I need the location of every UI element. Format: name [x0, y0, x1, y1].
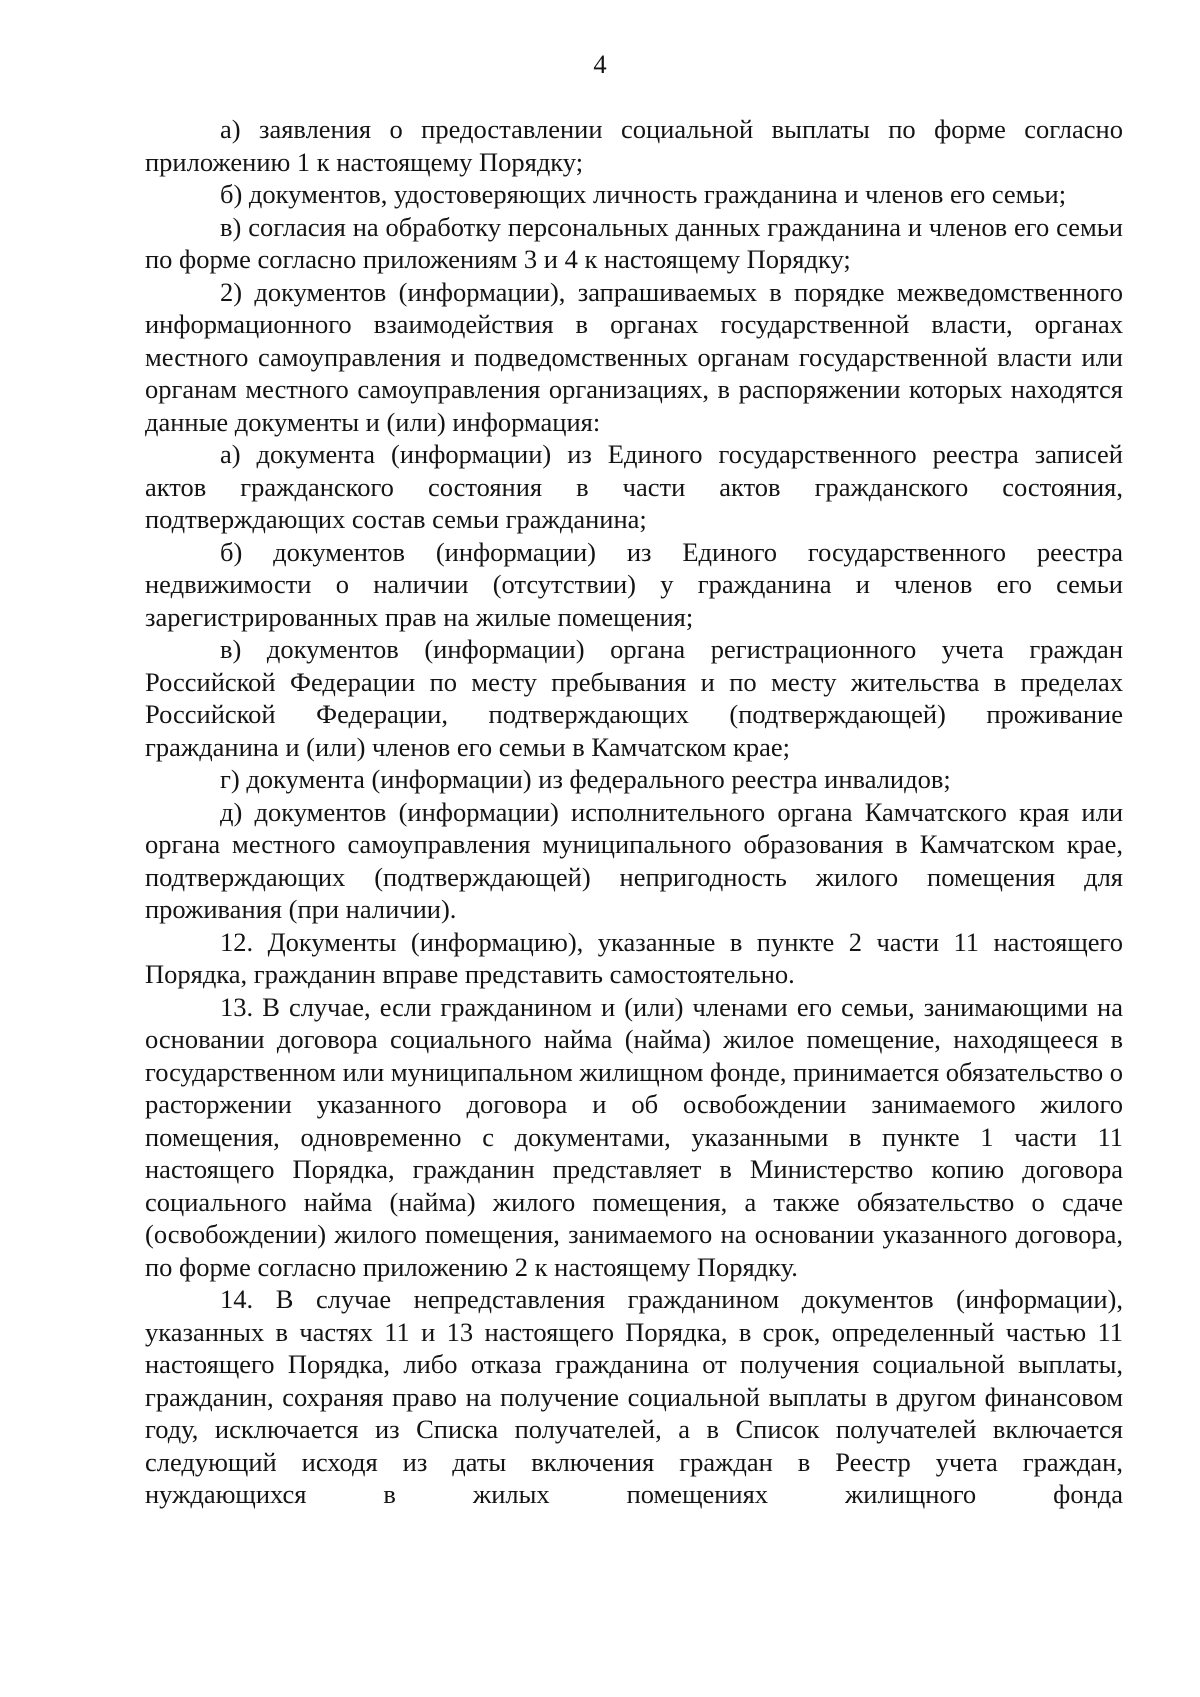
- paragraph-2b: б) документов (информации) из Единого государственного реестра недвижимости о наличии (отсутствии) у гражданина и членов его семьи зарегистрированных прав на жилые помещения;: [145, 536, 1123, 632]
- paragraph-2d: д) документов (информации) исполнительного органа Камчатского края или органа местного самоуправления муниципального образования в Камчатском крае, подтверждающих (подтверждающей) непригодность жилого помещения для проживания (при наличии).: [145, 796, 1123, 924]
- paragraph-1a: а) заявления о предоставлении социальной выплаты по форме согласно приложению 1 к настоящему Порядку;: [145, 114, 1123, 177]
- paragraph-2g: г) документа (информации) из федерального реестра инвалидов;: [220, 764, 951, 794]
- paragraph-1v: в) согласия на обработку персональных данных гражданина и членов его семьи по форме согласно приложениям 3 и 4 к настоящему Порядку;: [145, 211, 1123, 274]
- document-body: [145, 113, 1123, 1511]
- paragraph-1b: б) документов, удостоверяющих личность гражданина и членов его семьи;: [220, 179, 1067, 209]
- paragraph-13: 13. В случае, если гражданином и (или) членами его семьи, занимающими на основании договора социального найма (найма) жилое помещение, находящееся в государственном или муниципальном жилищном фонде, принимается обязательство о расторжении указанного договора и об освобождении занимаемого жилого помещения, одновременно с документами, указанными в пункте 1 части 11 настоящего Порядка, гражданин представляет в Министерство копию договора социального найма (найма) жилого помещения, а также обязательство о сдаче (освобождении) жилого помещения, занимаемого на основании указанного договора, по форме согласно приложению 2 к настоящему Порядку.: [145, 991, 1123, 1282]
- page-number: 4: [593, 49, 607, 79]
- paragraph-2a: а) документа (информации) из Единого государственного реестра записей актов гражданского состояния в части актов гражданского состояния, подтверждающих состав семьи гражданина;: [145, 439, 1123, 534]
- paragraph-2v: в) документов (информации) органа регистрационного учета граждан Российской Федерации по месту пребывания и по месту жительства в пределах Российской Федерации, подтверждающих (подтверждающей) проживание гражданина и (или) членов его семьи в Камчатском крае;: [145, 634, 1123, 762]
- paragraph-12: 12. Документы (информацию), указанные в пункте 2 части 11 настоящего Порядка, гражданин вправе представить самостоятельно.: [145, 926, 1123, 989]
- paragraph-14: 14. В случае непредставления гражданином документов (информации), указанных в частях 11 и 13 настоящего Порядка, в срок, определенный частью 11 настоящего Порядка, либо отказа гражданина от получения социальной выплаты, гражданин, сохраняя право на получение социальной выплаты в другом финансовом году, исключается из Списка получателей, а в Список получателей включается следующий исходя из даты включения граждан в Реестр учета граждан, нуждающихся в жилых помещениях жилищного фонда: [145, 1284, 1123, 1509]
- paragraph-2: 2) документов (информации), запрашиваемых в порядке межведомственного информационного взаимодействия в органах государственной власти, органах местного самоуправления и подведомственных органам государственной власти или органам местного самоуправления организациях, в распоряжении которых находятся данные документы и (или) информация:: [145, 276, 1123, 437]
